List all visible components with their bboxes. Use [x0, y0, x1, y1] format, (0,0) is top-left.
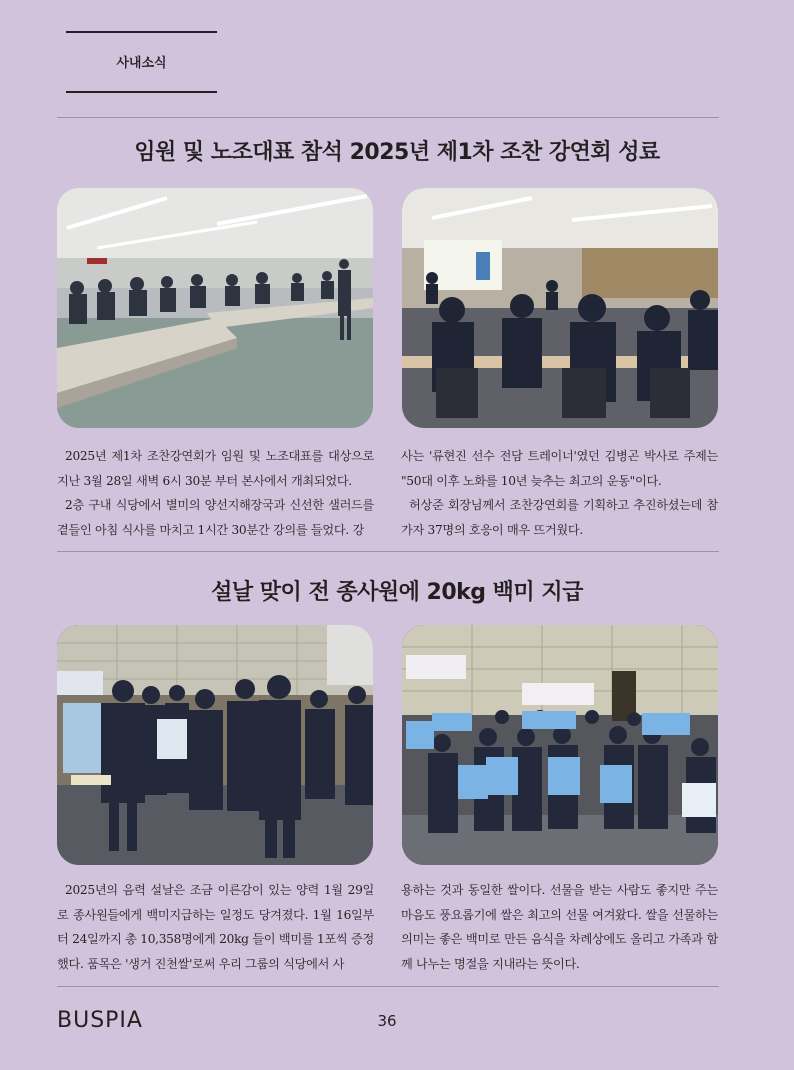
page-number: 36 [377, 1012, 397, 1030]
article2-top-rule [57, 551, 719, 552]
article1-left-paragraph: 2층 구내 식당에서 별미의 양선지해장국과 신선한 샐러드를 곁들인 아침 식사를 마치고 1시간 30분간 강의를 들었다. 강 [57, 498, 374, 537]
section-tag: 사내소식 [116, 56, 167, 71]
article1-right-paragraph: 허상준 회장님께서 조찬강연회를 기획하고 추진하셨는데 참가자 37명의 호응이 매우 뜨거웠다. [401, 498, 718, 537]
article1-left-column [57, 444, 374, 542]
article1-title: 임원 및 노조대표 참석 2025년 제1차 조찬 강연회 성료 [134, 140, 660, 165]
article2-title: 설날 맞이 전 종사원에 20kg 백미 지급 [211, 580, 583, 605]
article2-photo-left [57, 625, 373, 865]
article1-right-paragraph: 사는 '류현진 선수 전담 트레이너'였던 김병곤 박사로 주제는 "50대 이후 노화를 10년 늦추는 최고의 운동"이다. [401, 449, 718, 488]
section-tag-top-rule [66, 31, 217, 33]
section-tag-bottom-rule [66, 91, 217, 93]
article2-photo-right [402, 625, 718, 865]
article1-top-rule [57, 117, 719, 118]
article1-right-column [401, 444, 718, 542]
article2-left-paragraph: 2025년의 음력 설날은 조금 이른감이 있는 양력 1월 29일로 종사원들에게 백미지급하는 일정도 당겨졌다. 1월 16일부터 24일까지 총 10,358명에게 20kg 들이 백미를 1포씩 증정했다. 품목은 '생거 진천쌀'로써 우리 그룹의 식당에서 사 [57, 883, 374, 971]
article1-photo-right [402, 188, 718, 428]
article2-right-column [401, 878, 718, 976]
buspia-logo: BUSPIA [57, 1008, 143, 1033]
article2-right-paragraph: 용하는 것과 동일한 쌀이다. 선물을 받는 사람도 좋지만 주는 마음도 풍요롭기에 쌀은 최고의 선물 여겨왔다. 쌀을 선물하는 의미는 좋은 백미로 만든 음식을 차례상에도 올리고 가족과 함께 나누는 명절을 지내라는 뜻이다. [401, 883, 718, 971]
article1-left-paragraph: 2025년 제1차 조찬강연회가 임원 및 노조대표를 대상으로 지난 3월 28일 새벽 6시 30분 부터 본사에서 개최되었다. [57, 449, 374, 488]
article1-photo-left [57, 188, 373, 428]
footer-rule [57, 986, 719, 987]
article2-left-column [57, 878, 374, 976]
